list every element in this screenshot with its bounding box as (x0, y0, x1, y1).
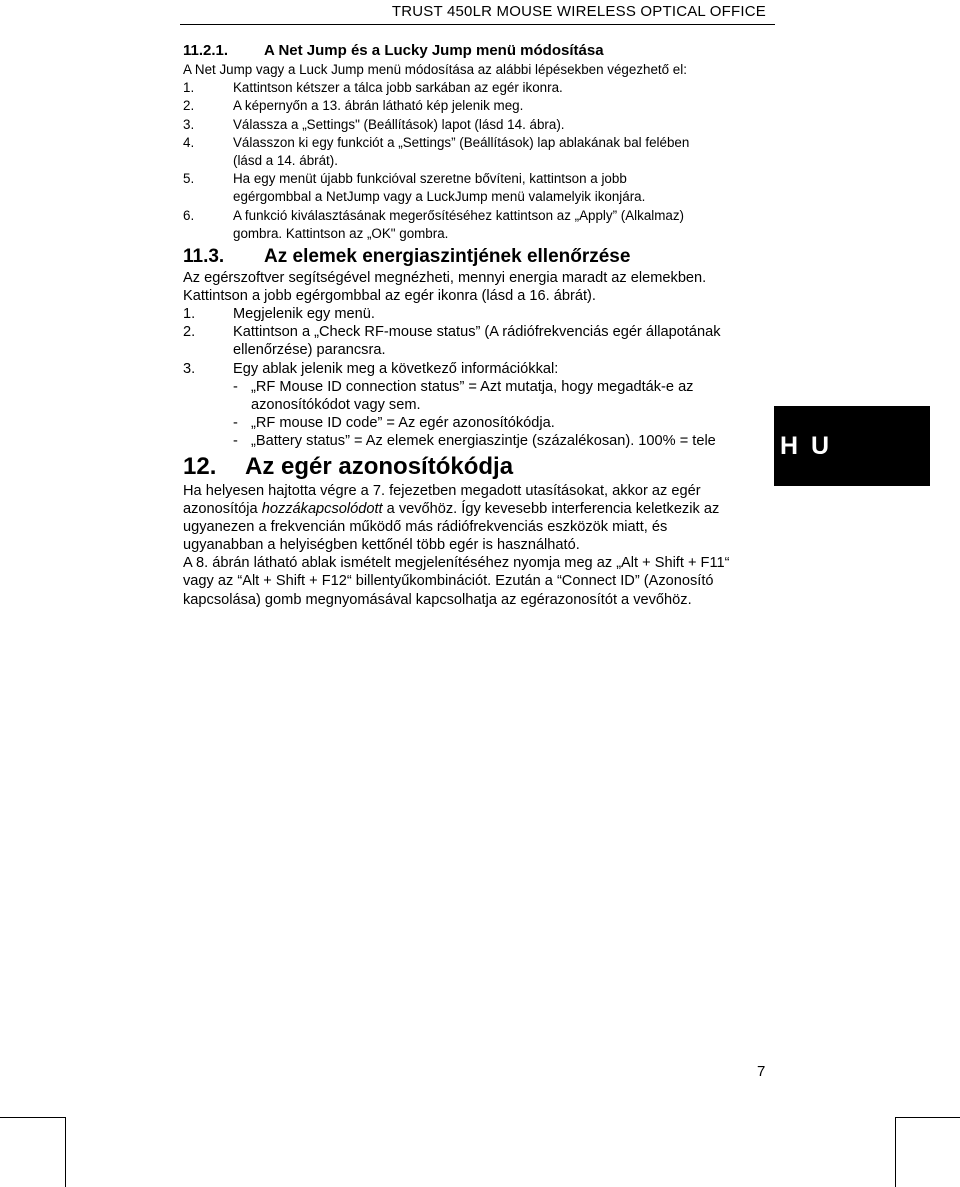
step-text: Kattintson kétszer a tálca jobb sarkában az egér ikonra. (233, 80, 563, 96)
info-item-2 (183, 414, 783, 432)
heading-title: Az elemek energiaszintjének ellenőrzése (264, 246, 631, 268)
dash-bullet: - (233, 378, 238, 395)
step-number: 6. (183, 207, 195, 223)
step-1 (183, 305, 783, 323)
step-text: Válassza a „Settings" (Beállítások) lapot (lásd 14. ábra). (233, 116, 565, 132)
step-number: 5. (183, 171, 195, 187)
dash-bullet: - (233, 414, 238, 431)
step-3 (183, 360, 783, 378)
step-number: 1. (183, 306, 196, 323)
crop-mark-right-v (895, 1117, 896, 1187)
step-2 (183, 323, 783, 341)
step-2 (183, 97, 783, 115)
step-number: 2. (183, 98, 195, 114)
step-text: Válasszon ki egy funkciót a „Settings” (Beállítások) lap ablakának bal felében (233, 134, 690, 150)
paragraph-line: ugyanezen a frekvencián működő más rádiófrekvenciás eszközök miatt, és (183, 519, 668, 536)
step-5-cont: egérgombbal a NetJump vagy a LuckJump menü valamelyik ikonjára. (233, 189, 646, 205)
paragraph-line: kapcsolása) gomb megnyomásával kapcsolhatja az egérazonosítót a vevőhöz. (183, 591, 692, 608)
heading-title: Az egér azonosítókódja (245, 452, 514, 480)
step-1 (183, 79, 783, 97)
paragraph-line (183, 500, 783, 518)
step-text: A funkció kiválasztásának megerősítéséhez kattintson az „Apply” (Alkalmaz) (233, 207, 685, 223)
crop-mark-left-h (0, 1117, 65, 1118)
info-item-1-cont: azonosítókódot vagy sem. (251, 396, 421, 413)
step-number: 4. (183, 134, 195, 150)
crop-mark-left-v (65, 1117, 66, 1187)
page-number: 7 (757, 1063, 766, 1080)
crop-mark-right-h (895, 1117, 960, 1118)
heading-number: 11.3. (183, 246, 225, 268)
heading-number: 12. (183, 452, 217, 480)
heading-12 (183, 452, 783, 482)
paragraph-text: azonosítója (183, 501, 262, 518)
step-number: 3. (183, 116, 195, 132)
heading-title: A Net Jump és a Lucky Jump menü módosítása (264, 42, 604, 59)
step-text: Egy ablak jelenik meg a következő információkkal: (233, 360, 559, 377)
heading-number: 11.2.1. (183, 42, 229, 59)
info-item-1 (183, 378, 783, 396)
page-content (183, 40, 783, 609)
paragraph-emphasis: hozzákapcsolódott (261, 501, 383, 518)
running-header: TRUST 450LR MOUSE WIRELESS OPTICAL OFFICE (391, 3, 766, 20)
info-text: „RF Mouse ID connection status” = Azt mutatja, hogy megadták-e az (251, 378, 694, 395)
info-item-3 (183, 432, 783, 450)
step-number: 3. (183, 360, 196, 377)
step-text: A képernyőn a 13. ábrán látható kép jelenik meg. (233, 98, 524, 114)
heading-11-3 (183, 245, 783, 269)
section-intro: Kattintson a jobb egérgombbal az egér ikonra (lásd a 16. ábrát). (183, 288, 596, 305)
info-text: „Battery status” = Az elemek energiaszintje (százalékosan). 100% = tele (251, 432, 716, 449)
step-6-cont: gombra. Kattintson az „OK" gombra. (233, 225, 449, 241)
step-text: Megjelenik egy menü. (233, 306, 375, 323)
step-2-cont: ellenőrzése) parancsra. (233, 342, 386, 359)
header-rule (180, 24, 775, 25)
step-4 (183, 134, 783, 152)
paragraph-line: Ha helyesen hajtotta végre a 7. fejezetben megadott utasításokat, akkor az egér (183, 482, 701, 499)
paragraph-line: A 8. ábrán látható ablak ismételt megjelenítéséhez nyomja meg az „Alt + Shift + F11“ (183, 555, 730, 572)
step-5 (183, 170, 783, 188)
language-tab: H U (774, 406, 930, 486)
step-text: Ha egy menüt újabb funkcióval szeretne bővíteni, kattintson a jobb (233, 171, 627, 187)
step-6 (183, 207, 783, 225)
dash-bullet: - (233, 432, 238, 449)
section-intro: Az egérszoftver segítségével megnézheti, mennyi energia maradt az elemekben. (183, 270, 707, 287)
step-3 (183, 116, 783, 134)
step-number: 1. (183, 80, 195, 96)
info-text: „RF mouse ID code” = Az egér azonosítókódja. (251, 414, 555, 431)
heading-11-2-1 (183, 41, 783, 61)
paragraph-text: a vevőhöz. Így kevesebb interferencia keletkezik az (382, 501, 720, 518)
step-4-cont: (lásd a 14. ábrát). (233, 153, 338, 169)
step-number: 2. (183, 324, 196, 341)
paragraph-line: vagy az “Alt + Shift + F12“ billentyűkombinációt. Ezután a “Connect ID” (Azonosító (183, 573, 714, 590)
section-intro: A Net Jump vagy a Luck Jump menü módosítása az alábbi lépésekben végezhető el: (183, 62, 687, 77)
step-text: Kattintson a „Check RF-mouse status” (A rádiófrekvenciás egér állapotának (233, 324, 721, 341)
paragraph-line: ugyanabban a helyiségben kettőnél több egér is használható. (183, 537, 580, 554)
